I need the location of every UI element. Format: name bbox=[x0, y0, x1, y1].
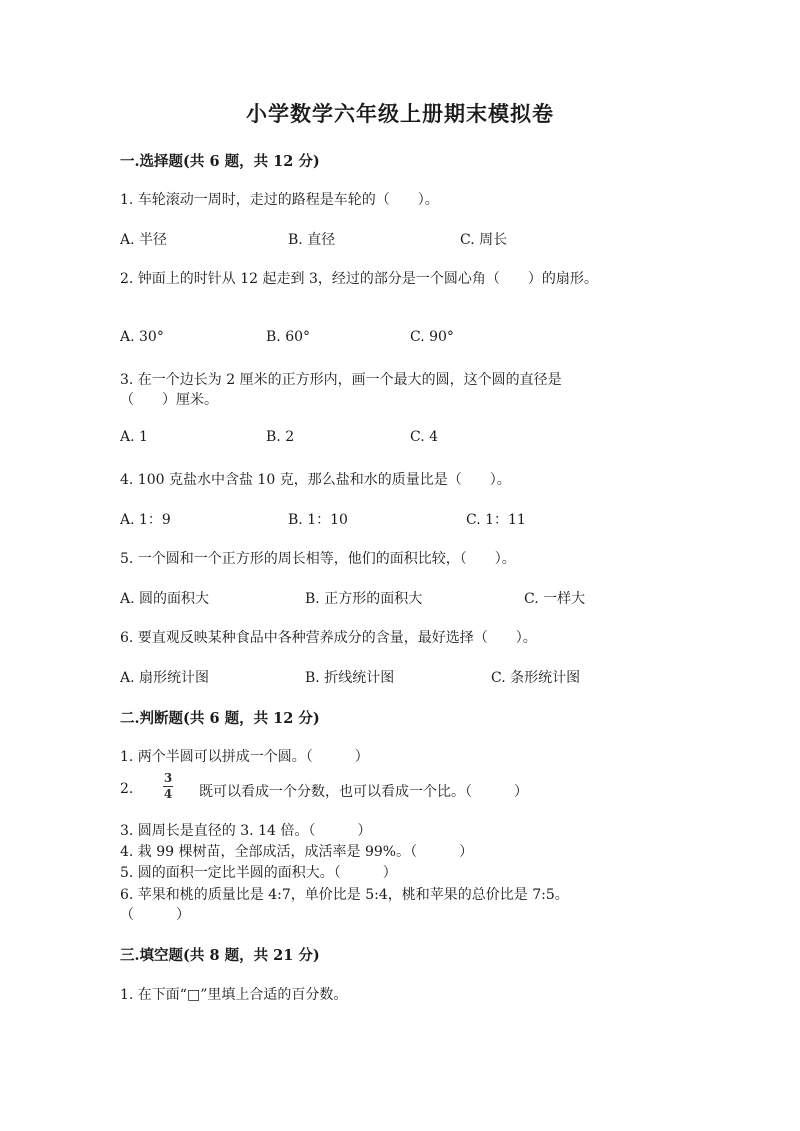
choice-q1-option-c: C. 周长 bbox=[460, 232, 508, 248]
choice-question-6: 6. 要直观反映某种食品中各种营养成分的含量，最好选择（ ）。 bbox=[120, 630, 537, 646]
section-heading-choice: 一.选择题(共 6 题，共 12 分) bbox=[120, 153, 320, 170]
choice-question-3-line1: 3. 在一个边长为 2 厘米的正方形内，画一个最大的圆，这个圆的直径是 bbox=[120, 372, 562, 388]
fraction-denominator: 4 bbox=[163, 787, 173, 801]
judge-question-3: 3. 圆周长是直径的 3. 14 倍。（ ） bbox=[120, 823, 372, 839]
choice-question-1: 1. 车轮滚动一周时，走过的路程是车轮的（ ）。 bbox=[120, 192, 439, 208]
choice-q4-option-a: A. 1：9 bbox=[120, 512, 171, 528]
choice-q5-option-b: B. 正方形的面积大 bbox=[305, 591, 423, 607]
choice-q1-option-a: A. 半径 bbox=[120, 232, 168, 248]
judge-question-1: 1. 两个半圆可以拼成一个圆。（ ） bbox=[120, 749, 369, 765]
choice-q2-option-a: A. 30° bbox=[120, 329, 164, 345]
choice-question-5: 5. 一个圆和一个正方形的周长相等，他们的面积比较，（ ）。 bbox=[120, 551, 516, 567]
section-heading-fill: 三.填空题(共 8 题，共 21 分) bbox=[120, 947, 320, 964]
choice-q6-option-c: C. 条形统计图 bbox=[491, 670, 581, 686]
judge-question-5: 5. 圆的面积一定比半圆的面积大。（ ） bbox=[120, 865, 397, 881]
fraction-three-quarters bbox=[160, 772, 176, 801]
choice-question-2: 2. 钟面上的时针从 12 起走到 3，经过的部分是一个圆心角（ ）的扇形。 bbox=[120, 271, 598, 287]
choice-q3-option-c: C. 4 bbox=[410, 429, 439, 445]
choice-q5-option-a: A. 圆的面积大 bbox=[120, 591, 210, 607]
choice-question-4: 4. 100 克盐水中含盐 10 克，那么盐和水的质量比是（ ）。 bbox=[120, 472, 511, 488]
choice-q2-option-c: C. 90° bbox=[410, 329, 454, 345]
choice-q2-option-b: B. 60° bbox=[266, 329, 311, 345]
choice-q6-option-b: B. 折线统计图 bbox=[305, 670, 395, 686]
choice-q1-option-b: B. 直径 bbox=[288, 232, 336, 248]
judge-question-6-line1: 6. 苹果和桃的质量比是 4:7，单价比是 5:4，桃和苹果的总价比是 7:5。 bbox=[120, 887, 569, 903]
choice-q3-option-b: B. 2 bbox=[266, 429, 295, 445]
judge-question-6-line2: （ ） bbox=[120, 907, 190, 923]
fraction-numerator: 3 bbox=[163, 771, 173, 785]
choice-question-3-line2: （ ）厘米。 bbox=[120, 392, 218, 408]
judge-question-2-number: 2. bbox=[120, 781, 134, 797]
choice-q5-option-c: C. 一样大 bbox=[524, 591, 586, 607]
choice-q4-option-b: B. 1：10 bbox=[288, 512, 348, 528]
section-heading-judge: 二.判断题(共 6 题，共 12 分) bbox=[120, 710, 320, 727]
choice-q6-option-a: A. 扇形统计图 bbox=[120, 670, 210, 686]
page-title: 小学数学六年级上册期末模拟卷 bbox=[246, 101, 554, 126]
judge-question-2-text: 既可以看成一个分数，也可以看成一个比。（ ） bbox=[199, 784, 528, 800]
fill-question-1: 1. 在下面“□”里填上合适的百分数。 bbox=[120, 987, 348, 1003]
choice-q4-option-c: C. 1：11 bbox=[466, 512, 526, 528]
choice-q3-option-a: A. 1 bbox=[120, 429, 148, 445]
judge-question-4: 4. 栽 99 棵树苗，全部成活，成活率是 99%。（ ） bbox=[120, 844, 474, 860]
